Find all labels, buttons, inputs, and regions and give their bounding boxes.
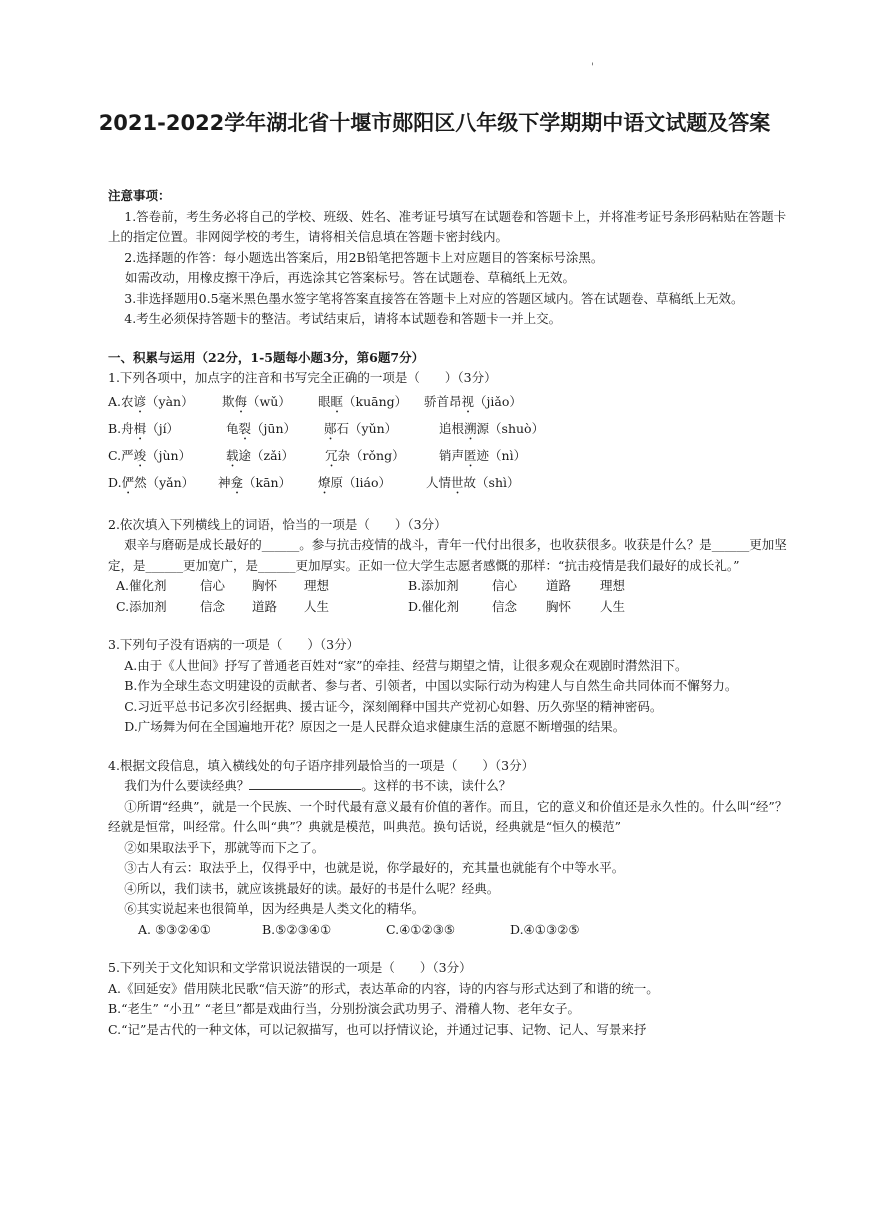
question-1-option-b: B.舟楫（jí） 龟裂（jūn） 郧石（yǔn） 追根溯源（shuò） [108,420,545,436]
question-2-stem: 2.依次填入下列横线上的词语，恰当的一项是（ ）（3分） [108,516,447,532]
question-4-sentence: ③古人有云：取法乎上，仅得乎中，也就是说，你学最好的，充其量也就能有个中等水平。 [124,860,625,875]
question-1-option-a: A.农谚（yàn） 欺侮（wǔ） 眼眶（kuāng） 骄首昂视（jiǎo） [108,393,522,409]
question-2-passage: 艰辛与磨砺是成长最好的______。参与抗击疫情的战斗，青年一代付出很多，也收获很多。收获是什么？是______更加坚定，是______更加宽广，是______更加厚实。正如一位大学生志愿者感慨的那样：“抗击疫情是我们最好的成长礼。” [108,537,787,573]
question-4-sentence: ②如果取法乎下，那就等而下之了。 [124,839,325,855]
question-5-option: C.“记”是古代的一种文体，可以记叙描写，也可以抒情议论，并通过记事、记物、记人、写景来抒 [108,1021,647,1037]
question-3-option: B.作为全球生态文明建设的贡献者、参与者、引领者，中国以实际行动为构建人与自然生命共同体而不懈努力。 [124,678,738,693]
question-3-option: C.习近平总书记多次引经据典、援古证今，深刻阐释中国共产党初心如磐、历久弥坚的精神密码。 [124,698,663,714]
question-3-option: D.广场舞为何在全国遍地开花？原因之一是人民群众追求健康生活的意愿不断增强的结果。 [124,719,626,734]
notice-heading: 注意事项： [108,188,171,203]
question-2-options: A.催化剂 信心 胸怀 理想 B.添加剂 信心 道路 理想 C.添加剂 信念 道路 人生 D.催化剂 信念 胸怀 人生 [116,578,626,614]
notice-item: 3.非选择题用0.5毫米黑色墨水签字笔将答案直接答在答题卡上对应的答题区域内。答在试题卷、草稿纸上无效。 [124,290,744,306]
question-4-sentence: ④所以，我们读书，就应该挑最好的读。最好的书是什么呢？经典。 [124,880,500,896]
answer-blank [249,777,361,790]
question-4-sentence: ①所谓“经典”，就是一个民族、一个时代最有意义最有价值的著作。而且，它的意义和价值还是永久性的。什么叫“经”？经就是恒常，叫经常。什么叫“典”？典就是模范，叫典范。换句话说，经典就是“恒久的模范” [108,798,788,834]
question-4-lead: 我们为什么要读经典？ 。这样的书不读，读什么？ [124,778,512,793]
document-body [108,186,794,1040]
section-heading: 一、积累与运用（22分，1-5题每小题3分，第6题7分） [108,349,425,365]
page-mark: ' [591,62,594,73]
question-5-option: A.《回延安》借用陕北民歌“信天游”的形式，表达革命的内容，诗的内容与形式达到了和谐的统一。 [108,980,659,996]
notice-item: 4.考生必须保持答题卡的整洁。考试结束后，请将本试题卷和答题卡一并上交。 [124,311,562,326]
question-1-option-c: C.严竣（jùn） 载途（zǎi） 冗杂（rǒng） 销声匿迹（nì） [108,447,527,463]
question-4-sentence: ⑥其实说起来也很简单，因为经典是人类文化的精华。 [124,901,425,916]
question-4-stem: 4.根据文段信息，填入横线处的句子语序排列最恰当的一项是（ ）（3分） [108,757,535,773]
document-title: 2021-2022学年湖北省十堰市郧阳区八年级下学期期中语文试题及答案 [98,111,771,135]
question-3-option: A.由于《人世间》抒写了普通老百姓对“家”的牵挂、经营与期望之情，让很多观众在观剧时潸然泪下。 [124,657,688,673]
question-5-option: B.“老生” “小丑” “老旦”都是戏曲行当，分别扮演会武功男子、滑稽人物、老年女子。 [108,1001,580,1016]
question-1-option-d: D.俨然（yǎn） 神龛（kān） 燎原（liáo） 人情世故（shì） [108,474,520,490]
question-3-stem: 3.下列句子没有语病的一项是（ ）（3分） [108,637,360,652]
notice-item: 1.答卷前，考生务必将自己的学校、班级、姓名、准考证号填写在试题卷和答题卡上，并将准考证号条形码粘贴在答题卡上的指定位置。非网阅学校的考生，请将相关信息填在答题卡密封线内。 [108,208,787,244]
notice-item: 2.选择题的作答：每小题选出答案后，用2B铅笔把答题卡上对应题目的答案标号涂黑。 [124,249,604,265]
question-1-stem: 1.下列各项中，加点字的注音和书写完全正确的一项是（ ）（3分） [108,370,497,385]
question-5-stem: 5.下列关于文化知识和文学常识说法错误的一项是（ ）（3分） [108,960,472,975]
notice-item: 如需改动，用橡皮擦干净后，再选涂其它答案标号。答在试题卷、草稿纸上无效。 [125,270,576,285]
question-4-options: A. ⑤③②④① B.⑤②③④① C.④①②③⑤ D.④①③②⑤ [138,921,580,937]
